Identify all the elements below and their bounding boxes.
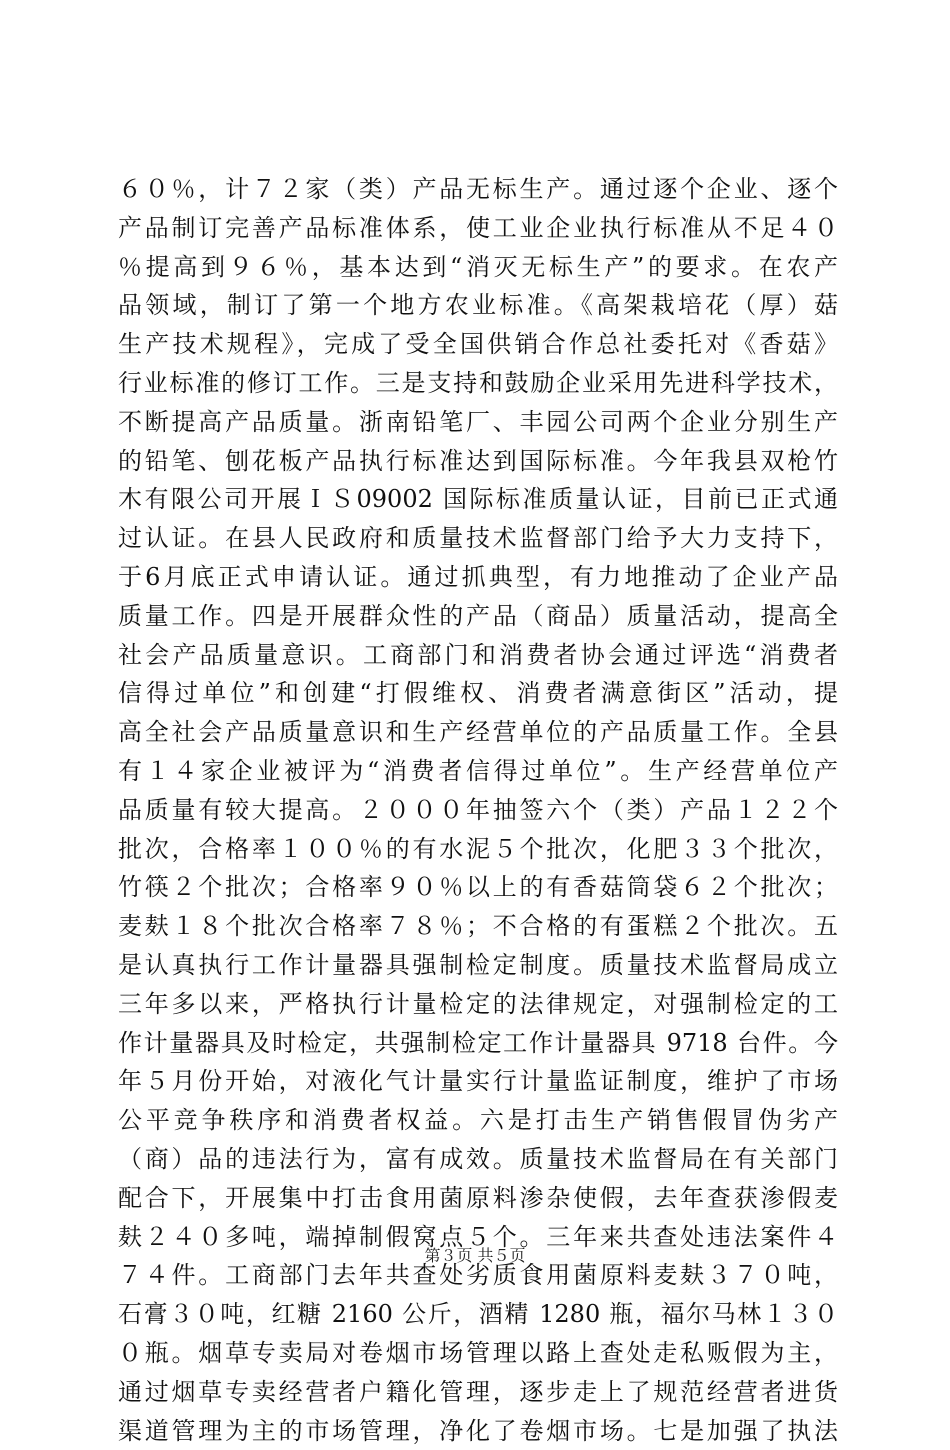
text-line: 社会产品质量意识。工商部门和消费者协会通过评选“消费者: [118, 636, 838, 675]
text-line: 过认证。在县人民政府和质量技术监督部门给予大力支持下，: [118, 519, 838, 558]
text-line: 质量工作。四是开展群众性的产品（商品）质量活动，提高全: [118, 597, 838, 636]
text-line: ６０％，计７２家（类）产品无标生产。通过逐个企业、逐个: [118, 170, 838, 209]
text-line: 信得过单位”和创建“打假维权、消费者满意街区”活动，提: [118, 674, 838, 713]
text-line: 批次，合格率１００％的有水泥５个批次，化肥３３个批次，: [118, 830, 838, 869]
text-line: 于6月底正式申请认证。通过抓典型，有力地推动了企业产品: [118, 558, 838, 597]
text-line: 年５月份开始，对液化气计量实行计量监证制度，维护了市场: [118, 1062, 838, 1101]
text-line: （商）品的违法行为，富有成效。质量技术监督局在有关部门: [118, 1140, 838, 1179]
text-line: 品领域，制订了第一个地方农业标准。《高架栽培花（厚）菇: [118, 286, 838, 325]
text-line: 行业标准的修订工作。三是支持和鼓励企业采用先进科学技术，: [118, 364, 838, 403]
text-line: 公平竞争秩序和消费者权益。六是打击生产销售假冒伪劣产: [118, 1101, 838, 1140]
text-line: 高全社会产品质量意识和生产经营单位的产品质量工作。全县: [118, 713, 838, 752]
text-line: 三年多以来，严格执行计量检定的法律规定，对强制检定的工: [118, 985, 838, 1024]
text-line: 作计量器具及时检定，共强制检定工作计量器具 9718 台件。今: [118, 1024, 838, 1063]
text-line: 木有限公司开展ＩＳ09002 国际标准质量认证，目前已正式通: [118, 480, 838, 519]
text-line: ％提高到９６％，基本达到“消灭无标生产”的要求。在农产: [118, 248, 838, 287]
page-number: 第３页 共５页: [424, 1246, 525, 1265]
text-line: ７４件。工商部门去年共查处劣质食用菌原料麦麸３７０吨，: [118, 1256, 838, 1295]
text-line: 产品制订完善产品标准体系，使工业企业执行标准从不足４０: [118, 209, 838, 248]
text-line: 渠道管理为主的市场管理，净化了卷烟市场。七是加强了执法: [118, 1412, 838, 1450]
text-line: 石膏３０吨，红糖 2160 公斤，酒精 1280 瓶，福尔马林１３０: [118, 1295, 838, 1334]
text-line: 竹筷２个批次；合格率９０％以上的有香菇筒袋６２个批次；: [118, 868, 838, 907]
text-line: 是认真执行工作计量器具强制检定制度。质量技术监督局成立: [118, 946, 838, 985]
text-line: 的铅笔、刨花板产品执行标准达到国际标准。今年我县双枪竹: [118, 442, 838, 481]
page-footer: [0, 1246, 950, 1266]
text-line: 配合下，开展集中打击食用菌原料渗杂使假，去年查获渗假麦: [118, 1179, 838, 1218]
text-line: 不断提高产品质量。浙南铅笔厂、丰园公司两个企业分别生产: [118, 403, 838, 442]
text-line: 品质量有较大提高。２０００年抽签六个（类）产品１２２个: [118, 791, 838, 830]
text-line: 有１４家企业被评为“消费者信得过单位”。生产经营单位产: [118, 752, 838, 791]
text-line: 通过烟草专卖经营者户籍化管理，逐步走上了规范经营者进货: [118, 1373, 838, 1412]
text-line: 麸２４０多吨，端掉制假窝点５个。三年来共查处违法案件４: [118, 1218, 838, 1257]
text-line: ０瓶。烟草专卖局对卷烟市场管理以路上查处走私贩假为主，: [118, 1334, 838, 1373]
text-line: 生产技术规程》，完成了受全国供销合作总社委托对《香菇》: [118, 325, 838, 364]
text-line: 麦麸１８个批次合格率７８％；不合格的有蛋糕２个批次。五: [118, 907, 838, 946]
